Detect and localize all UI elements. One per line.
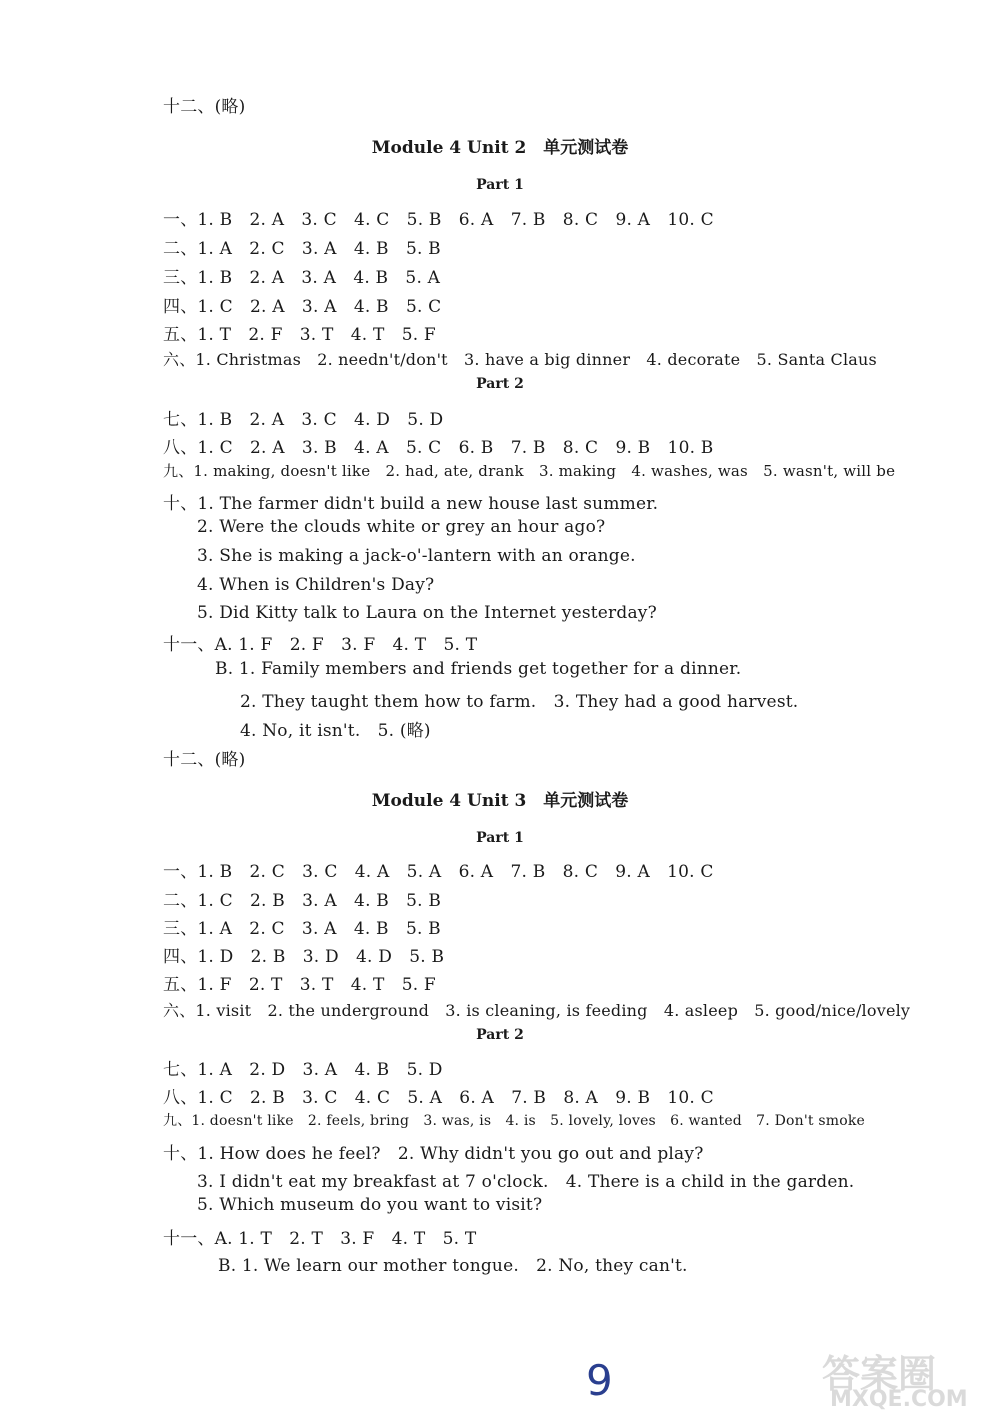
answer-line: 一、1. B 2. C 3. C 4. A 5. A 6. A 7. B 8. C 9. A 10. C — [163, 862, 714, 882]
answer-line: 七、1. B 2. A 3. C 4. D 5. D — [163, 410, 444, 430]
answer-line: 四、1. D 2. B 3. D 4. D 5. B — [163, 947, 445, 967]
answer-line: 九、1. doesn't like 2. feels, bring 3. was, is 4. is 5. lovely, loves 6. wanted 7. Don't smoke — [163, 1113, 866, 1129]
answer-line: 4. When is Children's Day? — [197, 575, 435, 595]
part-heading: Part 1 — [476, 177, 524, 193]
answer-line: 3. She is making a jack-o'-lantern with an orange. — [197, 546, 636, 566]
section-12-note: 十二、(略) — [163, 97, 246, 117]
answer-line: 十一、A. 1. T 2. T 3. F 4. T 5. T — [163, 1229, 477, 1249]
answer-line: 八、1. C 2. A 3. B 4. A 5. C 6. B 7. B 8. C 9. B 10. B — [163, 438, 714, 458]
answer-line: 五、1. T 2. F 3. T 4. T 5. F — [163, 325, 436, 345]
answer-line: 十一、A. 1. F 2. F 3. F 4. T 5. T — [163, 635, 478, 655]
watermark — [822, 1343, 992, 1413]
page-number: 9 — [586, 1356, 613, 1405]
answer-line: 一、1. B 2. A 3. C 4. C 5. B 6. A 7. B 8. C 9. A 10. C — [163, 210, 714, 230]
answer-line: 十、1. The farmer didn't build a new house last summer. — [163, 494, 659, 514]
section-title: Module 4 Unit 3 单元测试卷 — [371, 791, 629, 811]
answer-line: 六、1. Christmas 2. needn't/don't 3. have a big dinner 4. decorate 5. Santa Claus — [163, 350, 877, 369]
part-heading: Part 1 — [476, 830, 524, 846]
watermark-logo: 答案圈 — [822, 1352, 937, 1396]
answer-line: 十、1. How does he feel? 2. Why didn't you go out and play? — [163, 1144, 704, 1164]
answer-line: 九、1. making, doesn't like 2. had, ate, drank 3. making 4. washes, was 5. wasn't, will be — [163, 462, 896, 480]
answer-line: 2. They taught them how to farm. 3. They had a good harvest. — [240, 692, 799, 712]
answer-line: 三、1. A 2. C 3. A 4. B 5. B — [163, 919, 441, 939]
answer-line: 六、1. visit 2. the underground 3. is cleaning, is feeding 4. asleep 5. good/nice/lovely — [163, 1001, 911, 1020]
section-title: Module 4 Unit 2 单元测试卷 — [371, 138, 629, 158]
watermark-url: MXQE.COM — [830, 1387, 968, 1412]
answer-line: 十二、(略) — [163, 750, 246, 770]
answer-line: 八、1. C 2. B 3. C 4. C 5. A 6. A 7. B 8. A 9. B 10. C — [163, 1088, 714, 1108]
answer-line: B. 1. We learn our mother tongue. 2. No, they can't. — [218, 1256, 688, 1276]
answer-line: 二、1. C 2. B 3. A 4. B 5. B — [163, 891, 442, 911]
answer-line: B. 1. Family members and friends get together for a dinner. — [215, 659, 742, 679]
answer-line: 3. I didn't eat my breakfast at 7 o'clock. 4. There is a child in the garden. — [197, 1172, 855, 1192]
answer-line: 四、1. C 2. A 3. A 4. B 5. C — [163, 297, 442, 317]
answer-line: 4. No, it isn't. 5. (略) — [240, 721, 431, 741]
answer-line: 2. Were the clouds white or grey an hour ago? — [197, 517, 606, 537]
answer-line: 七、1. A 2. D 3. A 4. B 5. D — [163, 1060, 443, 1080]
part-heading: Part 2 — [476, 1027, 524, 1043]
answer-line: 二、1. A 2. C 3. A 4. B 5. B — [163, 239, 441, 259]
answer-line: 5. Did Kitty talk to Laura on the Internet yesterday? — [197, 603, 657, 623]
answer-line: 五、1. F 2. T 3. T 4. T 5. F — [163, 975, 436, 995]
answer-line: 5. Which museum do you want to visit? — [197, 1195, 543, 1215]
answer-line: 三、1. B 2. A 3. A 4. B 5. A — [163, 268, 441, 288]
part-heading: Part 2 — [476, 376, 524, 392]
